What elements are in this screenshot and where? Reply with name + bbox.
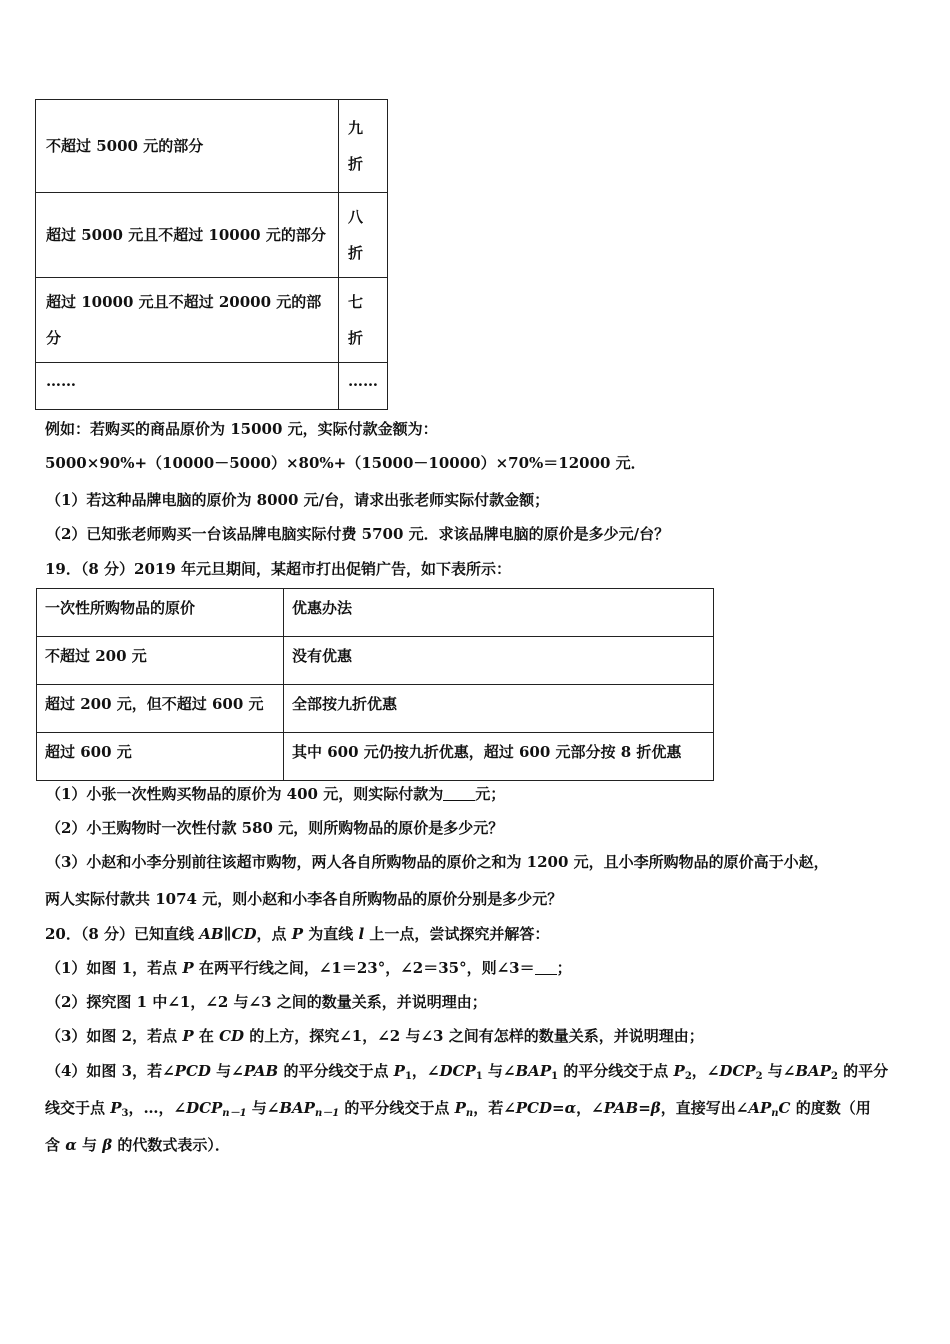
text: 与∠ bbox=[762, 1062, 796, 1080]
table-header-row bbox=[37, 589, 714, 637]
text: 为直线 bbox=[303, 925, 359, 943]
discount-text: 八折 bbox=[348, 208, 364, 262]
q19-part-3-line-2: 两人实际付款共 1074 元，则小赵和小李各自所购物品的原价分别是多少元？ bbox=[45, 890, 563, 908]
math-var: P bbox=[673, 1062, 685, 1080]
text: ，点 bbox=[256, 925, 292, 943]
table-cell: 超过 5000 元且不超过 10000 元的部分 bbox=[36, 193, 339, 278]
table-cell bbox=[339, 100, 388, 193]
text: ，直接写出∠ bbox=[660, 1099, 749, 1117]
answer-blank bbox=[535, 959, 557, 975]
text: （4）如图 3，若∠ bbox=[46, 1062, 175, 1080]
q20-part-4-line-3 bbox=[45, 1134, 230, 1155]
table-cell: 没有优惠 bbox=[284, 637, 714, 685]
math-var: l bbox=[358, 925, 365, 943]
table-row bbox=[37, 685, 714, 733]
q19-part-2: （2）小王购物时一次性付款 580 元，则所购物品的原价是多少元？ bbox=[46, 819, 504, 837]
q18-part-2: （2）已知张老师购买一台该品牌电脑实际付费 5700 元．求该品牌电脑的原价是多少元/台？ bbox=[46, 525, 670, 543]
text: ，…，∠ bbox=[128, 1099, 187, 1117]
text: 与∠ bbox=[246, 1099, 280, 1117]
math-var: CD bbox=[219, 1027, 245, 1045]
text: 线交于点 bbox=[45, 1099, 111, 1117]
discount-text: 九折 bbox=[348, 119, 364, 173]
subscript: n－1 bbox=[314, 1108, 340, 1119]
text: 的平分 bbox=[837, 1062, 889, 1080]
subscript: 2 bbox=[830, 1071, 838, 1082]
math-var: PCD bbox=[174, 1062, 211, 1080]
table-header-cell: 优惠办法 bbox=[284, 589, 714, 637]
answer-blank bbox=[443, 785, 475, 801]
math-var: P bbox=[454, 1099, 466, 1117]
text: ∥ bbox=[223, 925, 232, 943]
table-row bbox=[36, 363, 388, 410]
text: ； bbox=[556, 959, 572, 977]
math-var: α bbox=[65, 1136, 77, 1154]
math-var: AB bbox=[199, 925, 224, 943]
discount-table bbox=[35, 99, 388, 410]
q20-title bbox=[45, 923, 549, 944]
text: 与∠ bbox=[482, 1062, 516, 1080]
q20-part-2: （2）探究图 1 中∠1，∠2 与∠3 之间的数量关系，并说明理由； bbox=[46, 993, 487, 1011]
math-var: DCP bbox=[186, 1099, 223, 1117]
table-cell: 超过 10000 元且不超过 20000 元的部分 bbox=[36, 278, 339, 363]
text: ，∠ bbox=[411, 1062, 440, 1080]
table-cell: 其中 600 元仍按九折优惠，超过 600 元部分按 8 折优惠 bbox=[284, 733, 714, 781]
math-var: BAP bbox=[795, 1062, 831, 1080]
subscript: 2 bbox=[684, 1071, 692, 1082]
table-cell: 不超过 200 元 bbox=[37, 637, 284, 685]
math-var: β bbox=[102, 1136, 113, 1154]
table-cell bbox=[339, 278, 388, 363]
q20-part-4-line-2 bbox=[45, 1097, 871, 1118]
math-var: BAP bbox=[279, 1099, 315, 1117]
math-var: PAB bbox=[603, 1099, 639, 1117]
math-var: P bbox=[182, 1027, 194, 1045]
subscript: 3 bbox=[121, 1108, 129, 1119]
text: 的上方，探究∠1，∠2 与∠3 之间有怎样的数量关系，并说明理由； bbox=[244, 1027, 704, 1045]
text: （1）如图 1，若点 bbox=[46, 959, 183, 977]
text: ，∠ bbox=[576, 1099, 604, 1117]
text: 含 bbox=[45, 1136, 66, 1154]
q20-part-1 bbox=[46, 957, 572, 978]
text: 的度数（用 bbox=[790, 1099, 871, 1117]
q20-part-4-line-1 bbox=[46, 1060, 888, 1081]
text: 的平分线交于点 bbox=[558, 1062, 674, 1080]
subscript: 1 bbox=[475, 1071, 483, 1082]
promotion-table bbox=[36, 588, 714, 781]
math-var: P bbox=[393, 1062, 405, 1080]
math-var: α bbox=[564, 1099, 577, 1117]
table-row bbox=[36, 193, 388, 278]
text: 在两平行线之间，∠1＝23°，∠2＝35°，则∠3＝ bbox=[193, 959, 535, 977]
example-line-1: 例如：若购买的商品原价为 15000 元，实际付款金额为： bbox=[45, 420, 438, 438]
math-var: PAB bbox=[243, 1062, 279, 1080]
text: 20．（8 分）已知直线 bbox=[45, 925, 200, 943]
table-cell: 全部按九折优惠 bbox=[284, 685, 714, 733]
text: （3）如图 2，若点 bbox=[46, 1027, 183, 1045]
math-var: P bbox=[110, 1099, 122, 1117]
subscript: n bbox=[465, 1108, 474, 1119]
text: 元； bbox=[475, 785, 506, 803]
subscript: n bbox=[771, 1108, 779, 1119]
q20-part-3 bbox=[46, 1025, 704, 1046]
text: （1）小张一次性购买物品的原价为 400 元，则实际付款为 bbox=[46, 785, 444, 803]
math-var: PCD bbox=[515, 1099, 552, 1117]
math-var: DCP bbox=[719, 1062, 756, 1080]
math-var: CD bbox=[231, 925, 257, 943]
math-var: AP bbox=[748, 1099, 772, 1117]
math-var: P bbox=[182, 959, 194, 977]
text: 的平分线交于点 bbox=[339, 1099, 455, 1117]
table-row bbox=[37, 637, 714, 685]
table-cell: …… bbox=[36, 363, 339, 410]
text: 上一点，尝试探究并解答： bbox=[364, 925, 550, 943]
table-row bbox=[36, 100, 388, 193]
subscript: n－1 bbox=[222, 1108, 247, 1119]
text: 的代数式表示）． bbox=[112, 1136, 230, 1154]
subscript: 1 bbox=[404, 1071, 412, 1082]
example-line-2: 5000×90%+（10000－5000）×80%+（15000－10000）×70%＝12000 元． bbox=[45, 454, 646, 472]
text: 在 bbox=[193, 1027, 220, 1045]
q18-part-1: （1）若这种品牌电脑的原价为 8000 元/台，请求出张老师实际付款金额； bbox=[46, 491, 550, 509]
table-cell: …… bbox=[339, 363, 388, 410]
math-var: β bbox=[650, 1099, 661, 1117]
discount-text: 七折 bbox=[348, 293, 364, 347]
text: 与 bbox=[76, 1136, 103, 1154]
q19-title: 19．（8 分）2019 年元旦期间，某超市打出促销广告，如下表所示： bbox=[45, 560, 512, 578]
text: = bbox=[552, 1099, 565, 1117]
text: ，若∠ bbox=[473, 1099, 516, 1117]
table-cell bbox=[339, 193, 388, 278]
text: ，∠ bbox=[691, 1062, 720, 1080]
table-row bbox=[36, 278, 388, 363]
subscript: 2 bbox=[755, 1071, 763, 1082]
math-var: P bbox=[291, 925, 304, 943]
text: 与∠ bbox=[210, 1062, 244, 1080]
subscript: 1 bbox=[551, 1071, 559, 1082]
math-var: C bbox=[778, 1099, 791, 1117]
math-var: DCP bbox=[439, 1062, 476, 1080]
table-cell: 超过 200 元，但不超过 600 元 bbox=[37, 685, 284, 733]
table-header-cell: 一次性所购物品的原价 bbox=[37, 589, 284, 637]
math-var: BAP bbox=[515, 1062, 552, 1080]
table-cell: 不超过 5000 元的部分 bbox=[36, 100, 339, 193]
q19-part-3-line-1: （3）小赵和小李分别前往该超市购物，两人各自所购物品的原价之和为 1200 元，且小李所购物品的原价高于小赵， bbox=[46, 853, 829, 871]
table-cell: 超过 600 元 bbox=[37, 733, 284, 781]
text: = bbox=[638, 1099, 651, 1117]
q19-part-1 bbox=[46, 783, 505, 804]
table-row bbox=[37, 733, 714, 781]
text: 的平分线交于点 bbox=[278, 1062, 394, 1080]
